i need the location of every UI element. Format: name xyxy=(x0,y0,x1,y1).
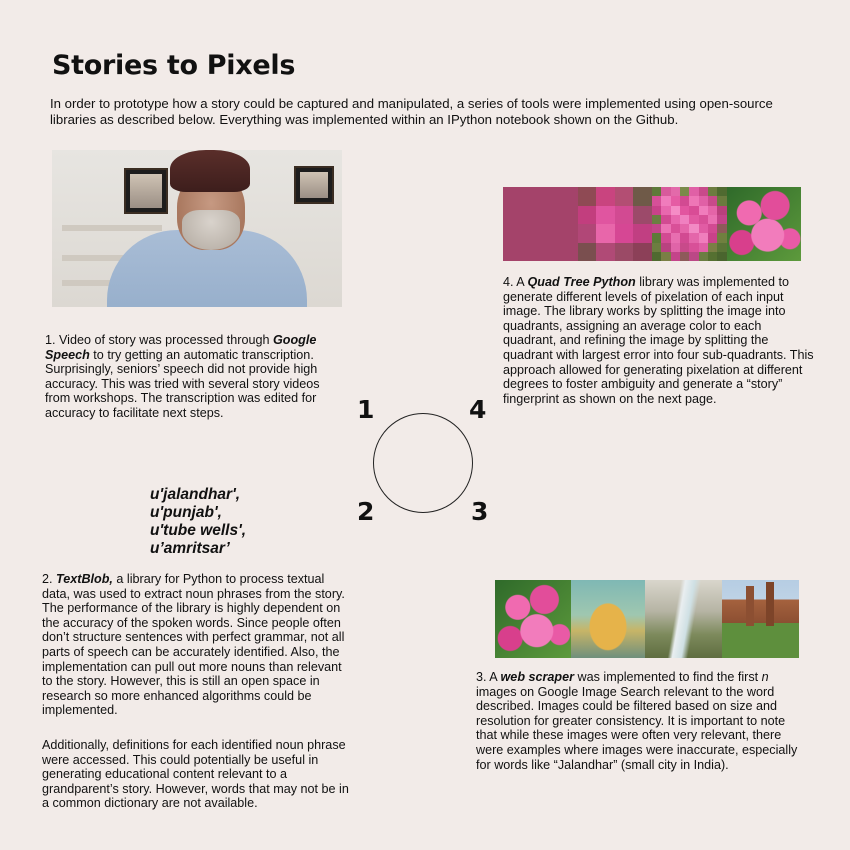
step2-description: 2. TextBlob, a library for Python to process textual data, was used to extract noun phrases from the story. The performance of the library is highly dependent on the accuracy of the spoken words. Since people often don’t structure sentences with perfect grammar, not all parts of speech can be accurately identified. Also, the implementation can pull out more nouns than relevant to the story. However, this is still an open space in research so more enhanced algorithms could be implemented. xyxy=(42,572,345,718)
pixelation-level-1 xyxy=(503,187,578,261)
noun-phrase: u'jalandhar', xyxy=(150,486,241,503)
noun-phrase: u'tube wells', xyxy=(150,522,247,539)
scraped-image-building xyxy=(722,580,799,658)
noun-phrase: u’amritsar’ xyxy=(150,540,230,557)
step-number-3: 3 xyxy=(471,497,489,526)
process-cycle-circle xyxy=(373,413,473,513)
scraped-image-temple xyxy=(571,580,645,658)
pixelation-level-3 xyxy=(652,187,727,261)
scraped-image-tube-well xyxy=(645,580,722,658)
intro-paragraph: In order to prototype how a story could be captured and manipulated, a series of tools were implemented using open-source libraries as described below. Everything was implemented within an IPython notebook shown on the Github. xyxy=(50,96,773,127)
step4-description: 4. A Quad Tree Python library was implemented to generate different levels of pixelation of each input image. The library works by splitting the image into quadrants, assigning an average color to each quadrant, and refining the image by splitting the quadrant with largest error into four sub-quadrants. This approach allowed for generating pixelation at different degrees to foster ambiguity and generate a “story” fingerprint as shown on the next page. xyxy=(503,275,814,406)
storyteller-video-still xyxy=(52,150,342,307)
step-number-1: 1 xyxy=(357,395,375,424)
step3-description: 3. A web scraper was implemented to find the first n images on Google Image Search relevant to the word described. Images could be filtered based on size and resolution for greater consistency. It is important to note that while these images were often very relevant, there were examples where images were inaccurate, especially for words like “Jalandhar” (small city in India). xyxy=(476,670,798,772)
step-number-2: 2 xyxy=(357,497,375,526)
noun-phrase: u'punjab', xyxy=(150,504,222,521)
step-number-4: 4 xyxy=(469,395,487,424)
scraped-image-flowers xyxy=(495,580,571,658)
quadtree-pixelation-strip xyxy=(503,187,801,261)
step2-additional: Additionally, definitions for each identified noun phrase were accessed. This could potentially be useful in generating educational content relevant to a grandparent’s story. However, words that may not be in a common dictionary are not available. xyxy=(42,738,349,811)
pixelation-original-image xyxy=(727,187,802,261)
step1-description: 1. Video of story was processed through Google Speech to try getting an automatic transcription. Surprisingly, seniors’ speech did not provide high accuracy. This was tried with several story videos from workshops. The transcription was edited for accuracy to facilitate next steps. xyxy=(45,333,320,420)
page-title: Stories to Pixels xyxy=(52,50,296,81)
scraped-images-strip xyxy=(495,580,799,658)
noun-phrases-list xyxy=(150,486,246,558)
pixelation-level-2 xyxy=(578,187,653,261)
